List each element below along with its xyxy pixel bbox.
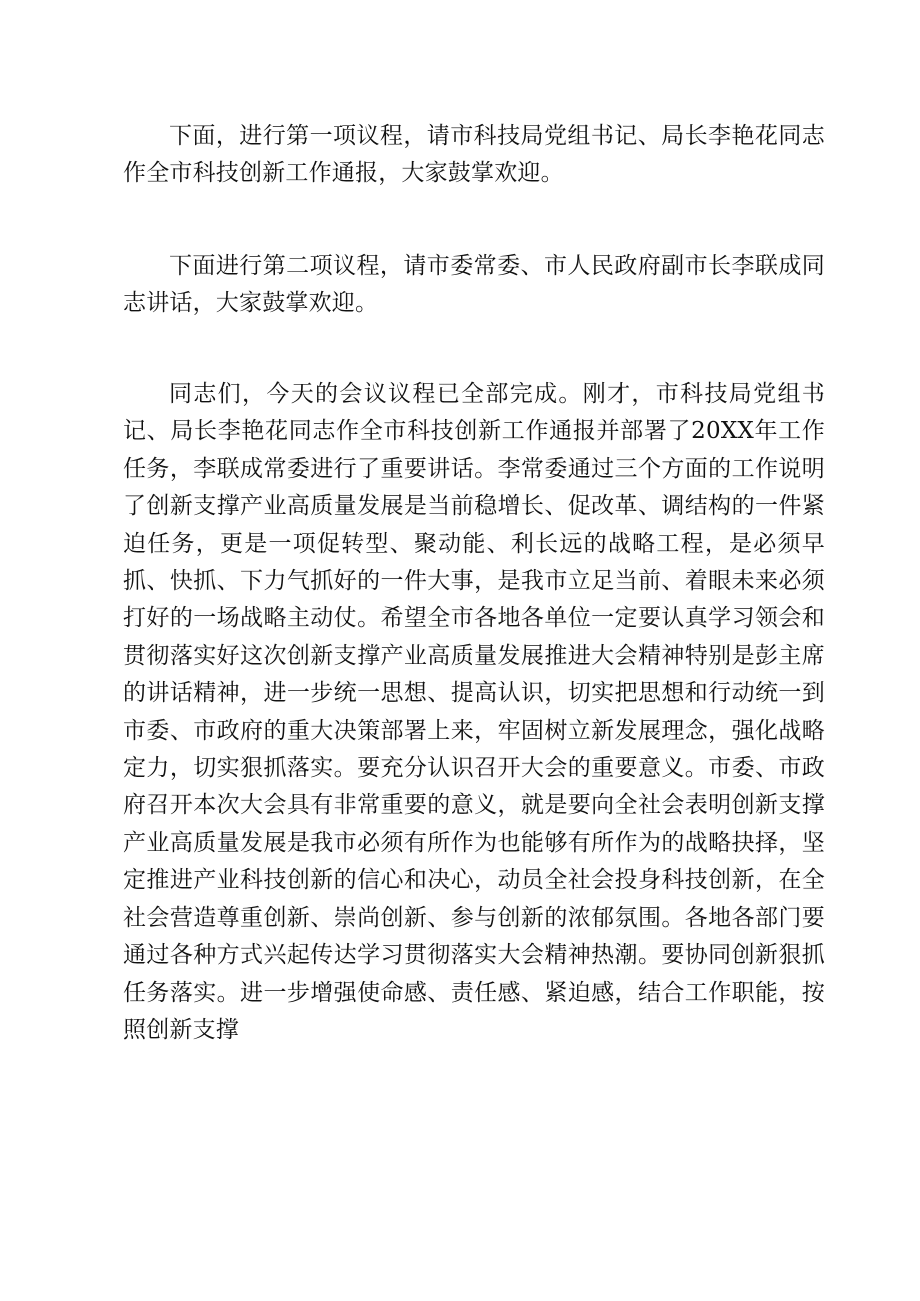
paragraph-closing-remarks: 同志们，今天的会议议程已全部完成。刚才，市科技局党组书记、局长李艳花同志作全市科技创新工作通报并部署了20XX年工作任务，李联成常委进行了重要讲话。李常委通过三个方面的工作说明了创新支撑产业高质量发展是当前稳增长、促改革、调结构的一件紧迫任务，更是一项促转型、聚动能、利长远的战略工程，是必须早抓、快抓、下力气抓好的一件大事，是我市立足当前、着眼未来必须打好的一场战略主动仗。希望全市各地各单位一定要认真学习领会和贯彻落实好这次创新支撑产业高质量发展推进大会精神特别是彭主席的讲话精神，进一步统一思想、提高认识，切实把思想和行动统一到市委、市政府的重大决策部署上来，牢固树立新发展理念，强化战略定力，切实狠抓落实。要充分认识召开大会的重要意义。市委、市政府召开本次大会具有非常重要的意义，就是要向全社会表明创新支撑产业高质量发展是我市必须有所作为也能够有所作为的战略抉择，坚定推进产业科技创新的信心和决心，动员全社会投身科技创新，在全社会营造尊重创新、崇尚创新、参与创新的浓郁氛围。各地各部门要通过各种方式兴起传达学习贯彻落实大会精神热潮。要协同创新狠抓任务落实。进一步增强使命感、责任感、紧迫感，结合工作职能，按照创新支撑	[123, 381, 825, 1043]
paragraph-agenda-one: 下面，进行第一项议程，请市科技局党组书记、局长李艳花同志作全市科技创新工作通报，大家鼓掌欢迎。	[123, 123, 825, 187]
paragraph-agenda-two: 下面进行第二项议程，请市委常委、市人民政府副市长李联成同志讲话，大家鼓掌欢迎。	[123, 253, 825, 317]
